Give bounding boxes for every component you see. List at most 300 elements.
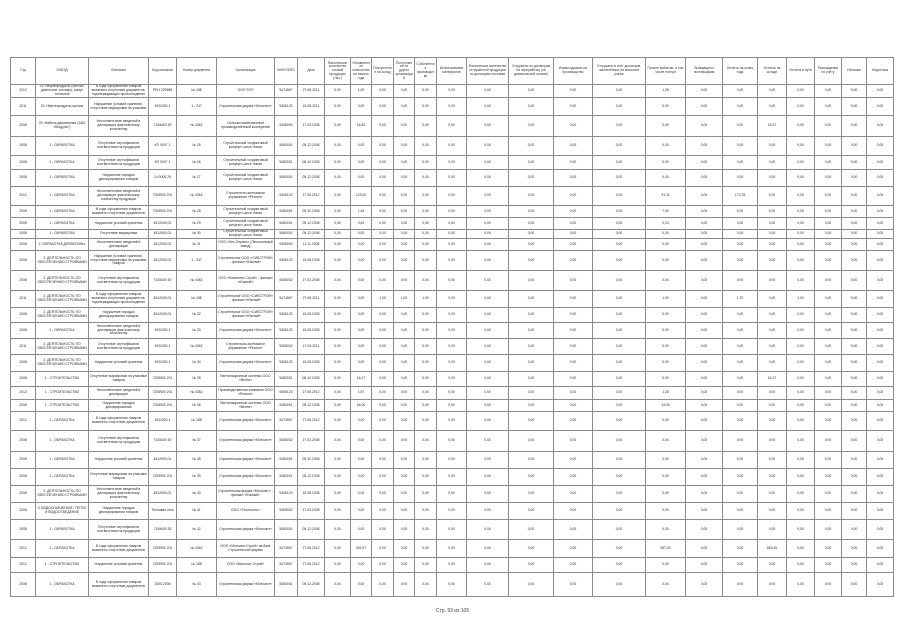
table-cell-text: 0,00 <box>484 175 491 180</box>
table-cell <box>787 251 815 271</box>
table-cell <box>89 170 149 187</box>
table-cell <box>723 339 758 355</box>
table-cell <box>177 400 217 412</box>
table-cell-text: 0,00 <box>662 159 669 164</box>
table-cell <box>298 400 325 412</box>
table-cell <box>177 206 217 218</box>
table-cell-text: № 4362 <box>190 193 203 198</box>
table-cell-text: 5408002 <box>279 343 293 348</box>
table-cell <box>723 271 758 291</box>
table-cell-text: 0,00 <box>797 257 804 262</box>
table-cell-text: 0,00 <box>768 208 776 213</box>
table-cell-text: 0,00 <box>824 562 832 567</box>
table-cell <box>149 520 177 540</box>
table-cell-text: 0,00 <box>824 390 832 395</box>
table-cell <box>89 520 149 540</box>
table-cell <box>298 469 325 486</box>
table-cell <box>842 251 867 271</box>
table-cell <box>177 431 217 452</box>
table-cell <box>275 218 298 230</box>
table-cell-text: 0,00 <box>422 562 429 567</box>
table-cell <box>372 187 394 206</box>
table-cell <box>437 400 467 412</box>
table-cell-text: 0,00 <box>484 418 491 423</box>
table-cell-text: 0,00 <box>379 88 386 93</box>
table-cell <box>372 230 394 239</box>
table-cell-text: 0,00 <box>400 175 408 180</box>
table-cell-text: 0,00 <box>736 88 744 93</box>
table-cell-text: 0,00 <box>797 143 804 148</box>
table-cell <box>787 400 815 412</box>
table-cell-text: 0,00 <box>824 581 832 586</box>
table-cell-text: 0,00 <box>615 508 623 513</box>
table-cell <box>842 372 867 387</box>
table-cell <box>89 230 149 239</box>
table-cell <box>758 469 787 486</box>
table-cell <box>372 387 394 400</box>
table-cell-text: 05.12.2008 <box>302 457 320 462</box>
table-cell <box>554 85 593 98</box>
table-cell-text: 0,00 <box>357 581 365 586</box>
table-cell-text: 17.03.2008 <box>302 123 320 128</box>
table-cell <box>554 520 593 540</box>
table-cell <box>787 98 815 116</box>
table-cell-text: 2008 <box>19 491 27 496</box>
table-cell-text: 0,00 <box>527 231 535 236</box>
table-cell <box>867 372 894 387</box>
table-cell-text: 2008 <box>19 327 27 332</box>
table-cell <box>415 431 437 452</box>
table-cell-text: 17.03.2011 <box>302 343 320 348</box>
table-cell <box>415 372 437 387</box>
table-cell-text: 0,00 <box>876 418 884 423</box>
table-cell-text: 0,00 <box>850 581 858 586</box>
table-cell-text: 2005 2006 <box>154 581 171 586</box>
table-cell-text: 0,00 <box>379 562 386 567</box>
table-cell <box>11 573 36 597</box>
table-cell <box>723 469 758 486</box>
table-cell <box>815 540 842 558</box>
table-cell <box>89 156 149 170</box>
table-cell-text: 0,00 <box>400 491 408 496</box>
table-cell-text: 0,00 <box>422 360 429 365</box>
table-cell-text: 0,00 <box>850 312 858 317</box>
table-cell <box>275 387 298 400</box>
table-cell-text: 2. ДЕЯТЕЛЬНОСТЬ ПО ОБЕСПЕЧЕНИЮ СТРОЙКАМИ <box>37 341 87 350</box>
table-cell <box>842 230 867 239</box>
table-cell-text: Нарушение условий хранения <box>94 562 143 567</box>
table-cell-text: 0,00 <box>484 208 491 213</box>
table-cell-text: 0,00 <box>662 257 669 262</box>
table-cell <box>646 116 686 137</box>
table-cell <box>723 540 758 558</box>
table-cell <box>787 218 815 230</box>
table-cell-text: 0,00 <box>662 312 669 317</box>
table-cell <box>437 372 467 387</box>
table-cell <box>351 452 372 469</box>
table-cell <box>437 355 467 372</box>
column-header-text: Прочее выбытие, в том числе потери <box>647 66 684 74</box>
table-cell <box>787 469 815 486</box>
table-row <box>11 355 894 372</box>
table-cell-text: 0,00 <box>569 231 577 236</box>
table-cell <box>394 400 415 412</box>
table-cell <box>36 206 89 218</box>
table-cell-text: РЕН 229585 <box>152 88 173 93</box>
table-cell <box>815 452 842 469</box>
table-cell <box>11 206 36 218</box>
table-cell-text: 0,00 <box>824 376 832 381</box>
table-cell-text: 0,00 <box>334 526 341 531</box>
table-cell <box>89 218 149 230</box>
table-cell-text: ООО «Комплекс-Строй» - филиал «Южный» <box>218 275 273 284</box>
table-cell-text: 4512000,01 <box>153 312 172 317</box>
table-cell <box>842 355 867 372</box>
table-cell-text: 0,00 <box>484 457 491 462</box>
table-cell-text: 1 - ОБРАБОТКА <box>49 143 75 148</box>
table-cell <box>723 452 758 469</box>
table-cell <box>867 503 894 520</box>
table-cell <box>686 271 723 291</box>
table-cell-text: 0,00 <box>334 103 341 108</box>
table-cell-text: ООО «Теплосеть» <box>231 508 260 513</box>
table-cell <box>351 98 372 116</box>
table-cell <box>217 187 275 206</box>
table-cell-text: 0,00 <box>824 327 832 332</box>
table-cell-text: 27.06.2011 <box>302 88 320 93</box>
table-cell <box>646 412 686 431</box>
table-cell-text: 0,00 <box>422 123 429 128</box>
table-cell-text: 0,00 <box>700 390 708 395</box>
table-cell-text: 0,00 <box>876 193 884 198</box>
table-cell-text: 16,82 <box>356 123 366 128</box>
table-cell-text: 0,00 <box>700 360 708 365</box>
column-header-text: Номер документа <box>182 68 211 73</box>
column-header <box>394 58 415 85</box>
table-cell <box>394 218 415 230</box>
table-cell <box>372 291 394 308</box>
table-cell-text: 0,00 <box>334 390 341 395</box>
column-header <box>815 58 842 85</box>
table-cell <box>437 486 467 503</box>
table-cell <box>275 170 298 187</box>
table-cell <box>394 239 415 251</box>
table-cell-text: 0,00 <box>448 360 455 365</box>
table-cell <box>467 339 509 355</box>
table-cell <box>394 308 415 323</box>
table-cell-text: 5406120 <box>279 491 293 496</box>
table-cell <box>509 323 554 339</box>
table-cell-text: 0,00 <box>824 508 832 513</box>
table-cell <box>325 469 351 486</box>
table-cell-text: № 37 <box>192 438 201 443</box>
table-cell <box>325 271 351 291</box>
table-cell-text: 2011 <box>19 296 27 301</box>
table-cell-text: 0,00 <box>334 231 341 236</box>
table-cell-text: 5408002 <box>279 123 293 128</box>
table-cell-text: Отсутствие сертификатов соответствия на продукцию <box>96 157 141 166</box>
table-cell-text: 0,00 <box>615 103 623 108</box>
table-cell <box>298 156 325 170</box>
table-cell <box>149 170 177 187</box>
table-cell <box>275 339 298 355</box>
table-cell-text: 0,00 <box>484 88 491 93</box>
table-cell <box>351 520 372 540</box>
table-cell-text: 0,00 <box>700 312 708 317</box>
table-cell-text: 0,00 <box>422 159 429 164</box>
table-cell <box>867 573 894 597</box>
table-cell <box>509 520 554 540</box>
table-cell-text: 0,00 <box>484 257 491 262</box>
table-cell <box>394 558 415 573</box>
table-cell <box>298 372 325 387</box>
table-cell-text: 0,00 <box>484 103 491 108</box>
table-cell-text: 0,00 <box>824 491 832 496</box>
table-cell <box>89 372 149 387</box>
table-row <box>11 573 894 597</box>
table-cell-text: 0,00 <box>736 562 744 567</box>
table-cell-text: 0,00 <box>569 143 577 148</box>
table-cell-text: Несоответствие сведений в декларации фактическому количеству продукции <box>96 189 141 201</box>
table-cell-text: Строительная фирма «Монолит» - филиал «Южный» <box>218 489 273 497</box>
table-cell <box>394 187 415 206</box>
table-cell <box>646 187 686 206</box>
table-cell-text: Строительное ООО «СИБСТРОЙ» - филиал «Южный» <box>218 294 273 302</box>
table-cell-text: Строительная фирма «Монолит» <box>219 360 272 365</box>
table-cell-text: 0,00 <box>797 390 804 395</box>
table-cell <box>787 308 815 323</box>
table-cell-text: 0,00 <box>527 296 535 301</box>
table-cell-text: 1,00 <box>379 296 386 301</box>
table-cell <box>217 323 275 339</box>
table-cell-text: 0,00 <box>400 418 408 423</box>
table-row <box>11 503 894 520</box>
table-cell-text: ООО «Монолит-Строй» на базе Строительной фирмы <box>220 543 271 552</box>
column-header-text: Объявленное количество на начало года <box>352 60 370 80</box>
table-cell-text: В ходе оформления товаров выявлено отсутствие документов <box>92 416 145 424</box>
table-cell <box>36 170 89 187</box>
table-cell <box>372 452 394 469</box>
table-cell <box>89 339 149 355</box>
table-cell-text: 2. ДЕЯТЕЛЬНОСТЬ ПО ОБЕСПЕЧЕНИЮ СТРОЙКАМИ <box>37 489 87 497</box>
table-cell <box>11 355 36 372</box>
table-cell <box>437 540 467 558</box>
column-header <box>787 58 815 85</box>
table-cell <box>325 251 351 271</box>
table-cell <box>177 339 217 355</box>
table-cell <box>325 452 351 469</box>
table-cell-text: 2008 <box>19 438 27 443</box>
column-header-text: Использование материалов <box>439 66 464 74</box>
table-cell <box>149 85 177 98</box>
table-cell <box>758 387 787 400</box>
column-header <box>217 58 275 85</box>
table-cell-text: 0,00 <box>850 562 858 567</box>
table-cell <box>325 540 351 558</box>
table-cell-text: 4511000,1 <box>154 343 171 348</box>
table-cell <box>372 116 394 137</box>
table-cell <box>89 400 149 412</box>
table-cell-text: 14.0000 29 <box>154 175 171 180</box>
table-cell <box>509 372 554 387</box>
table-cell <box>394 230 415 239</box>
table-cell-text: 16,17 <box>356 376 366 381</box>
table-cell <box>842 558 867 573</box>
table-cell-text: 0,24 <box>662 220 669 225</box>
table-cell-text: 0,00 <box>448 143 455 148</box>
table-cell <box>723 230 758 239</box>
column-header-text: Излишки <box>847 68 861 73</box>
table-cell <box>467 239 509 251</box>
table-cell <box>351 412 372 431</box>
table-cell <box>177 520 217 540</box>
table-cell <box>646 156 686 170</box>
table-cell-text: 0,00 <box>527 159 535 164</box>
table-cell <box>89 573 149 597</box>
column-header-text: ИНН/ОКПО <box>277 68 295 73</box>
table-cell <box>686 323 723 339</box>
table-cell-text: 0,00 <box>768 526 776 531</box>
table-cell-text: 16,57 <box>767 123 777 128</box>
table-cell-text: 1 - ОБРАБОТКА <box>49 438 75 443</box>
table-cell-text: 0,00 <box>797 491 804 496</box>
table-cell-text: Строительная фирма «Монолит» <box>219 474 272 479</box>
column-header-text: ОКВЭД <box>56 68 68 73</box>
table-cell-text: 0,00 <box>850 175 858 180</box>
table-cell-text: 2008 <box>19 208 27 213</box>
table-cell-text: 2008 <box>19 277 27 282</box>
table-cell-text: 1,00 <box>797 296 804 301</box>
table-cell <box>217 230 275 239</box>
table-cell-text: 0,00 <box>768 143 776 148</box>
table-cell <box>554 573 593 597</box>
table-cell <box>815 291 842 308</box>
table-cell <box>11 187 36 206</box>
table-cell <box>325 558 351 573</box>
table-cell-text: 0,00 <box>448 418 455 423</box>
table-cell-text: 0,00 <box>569 526 577 531</box>
table-cell-text: 27.06.2012 <box>302 562 320 567</box>
table-cell-text: Отсутствие сертификатов соответствия на продукцию <box>96 275 141 284</box>
table-cell-text: 0,00 <box>700 296 708 301</box>
table-cell-text: 0,00 <box>662 103 669 108</box>
table-cell <box>89 431 149 452</box>
table-cell-text: 0,00 <box>797 241 804 246</box>
table-cell-text: В ходе оформления товаров выявлено отсутствие документов, подтверждающих происхождение <box>91 85 146 96</box>
table-cell <box>437 431 467 452</box>
table-cell <box>298 387 325 400</box>
table-cell <box>351 339 372 355</box>
table-cell-text: 0,00 <box>662 491 669 496</box>
table-cell <box>275 308 298 323</box>
table-cell-text: 1,45 <box>357 208 365 213</box>
table-cell <box>89 308 149 323</box>
table-cell <box>11 239 36 251</box>
table-cell <box>415 387 437 400</box>
table-cell <box>217 137 275 156</box>
table-cell <box>467 520 509 540</box>
table-cell-text: 0,00 <box>527 277 535 282</box>
table-cell <box>275 573 298 597</box>
table-cell-text: 05.12.2008 <box>302 231 320 236</box>
table-cell-text: 0,00 <box>334 418 341 423</box>
table-cell <box>867 206 894 218</box>
table-cell-text: 1,28 <box>662 390 669 395</box>
table-cell-text: 0,00 <box>334 220 341 225</box>
table-cell <box>11 452 36 469</box>
table-cell <box>758 187 787 206</box>
table-cell <box>217 156 275 170</box>
table-cell <box>467 271 509 291</box>
table-cell <box>723 323 758 339</box>
table-cell-text: Отсутствие сертификатов соответствия на продукцию <box>96 141 141 149</box>
table-cell <box>646 239 686 251</box>
table-cell <box>325 187 351 206</box>
table-cell-text: 0,00 <box>824 438 832 443</box>
table-cell <box>554 486 593 503</box>
table-cell <box>351 355 372 372</box>
table-cell <box>437 98 467 116</box>
table-cell <box>758 558 787 573</box>
column-header <box>351 58 372 85</box>
table-cell <box>325 98 351 116</box>
table-cell <box>554 452 593 469</box>
table-cell-text: № 32 <box>192 312 201 317</box>
column-header <box>723 58 758 85</box>
table-cell <box>437 452 467 469</box>
table-cell <box>11 218 36 230</box>
table-cell-text: 0,00 <box>379 103 386 108</box>
table-cell <box>758 308 787 323</box>
table-cell <box>554 137 593 156</box>
table-cell-text: 7205900 201 <box>152 474 173 479</box>
table-cell <box>275 355 298 372</box>
table-cell <box>394 452 415 469</box>
table-cell-text: № 35 <box>192 376 201 381</box>
table-cell-text: 0,00 <box>357 175 365 180</box>
table-cell-text: 0,00 <box>700 231 708 236</box>
table-cell-text: № 188 <box>191 562 202 567</box>
table-cell-text: 0,00 <box>876 545 884 550</box>
table-cell-text: 2012 <box>19 562 27 567</box>
table-cell-text: 0,00 <box>448 312 455 317</box>
column-header-text: Недостача <box>871 68 889 73</box>
table-cell-text: 0,00 <box>379 581 386 586</box>
table-cell <box>758 323 787 339</box>
table-cell <box>325 431 351 452</box>
table-cell-text: 0,00 <box>448 457 455 462</box>
table-cell-text: Несоответствие сведений в декларации <box>96 239 141 248</box>
table-cell-text: 0,00 <box>400 438 408 443</box>
table-cell-text: 0,00 <box>768 175 776 180</box>
table-cell <box>275 540 298 558</box>
table-row <box>11 187 894 206</box>
table-cell-text: 0,00 <box>334 581 341 586</box>
table-cell <box>467 230 509 239</box>
table-cell <box>593 170 646 187</box>
table-cell-text: 0,00 <box>876 231 884 236</box>
table-cell <box>298 271 325 291</box>
table-cell <box>149 218 177 230</box>
table-cell <box>842 339 867 355</box>
table-cell-text: 0,00 <box>484 241 491 246</box>
table-cell-text: 0,00 <box>484 220 491 225</box>
table-cell <box>217 239 275 251</box>
table-cell-text: 0,00 <box>850 159 858 164</box>
table-cell <box>758 573 787 597</box>
table-cell-text: 5480001 <box>279 376 293 381</box>
table-cell <box>509 206 554 218</box>
